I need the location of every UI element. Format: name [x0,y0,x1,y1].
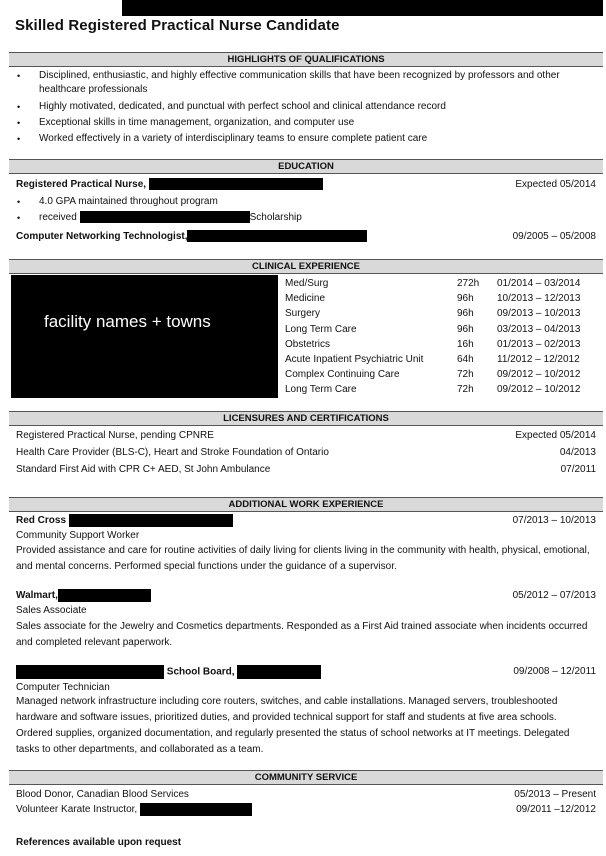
community-text: Volunteer Karate Instructor, [16,804,138,816]
licensure-date: 04/2013 [559,447,596,458]
licensure-row [16,446,596,459]
work-role: Community Support Worker [16,530,140,541]
clinical-hours: 72h [457,369,474,381]
clinical-dates: 03/2013 – 04/2013 [497,323,581,335]
redacted-location [69,514,233,527]
work-description: Provided assistance and care for routine activities of daily living for clients living in the community with health, physical, emotional, and mental concerns. Performed special functions under the guidance of a supervisor. [16,545,590,572]
bullet-dot: • [17,213,21,223]
licensure-text: Health Care Provider (BLS-C), Heart and Stroke Foundation of Ontario [16,447,329,458]
bullet-dot: • [17,118,21,128]
clinical-placement-name: Complex Continuing Care [285,369,400,381]
section-header-clinical: CLINICAL EXPERIENCE [9,259,603,274]
community-date: 09/2011 –12/2012 [516,804,596,815]
education-cnt-row [16,230,596,243]
section-header-work: ADDITIONAL WORK EXPERIENCE [9,497,603,512]
bullet-dot: • [17,102,21,112]
clinical-placement-name: Obstetrics [285,338,331,350]
references-note: References available upon request [16,837,182,848]
work-date: 05/2012 – 07/2013 [512,590,596,601]
redacted-facility-box [11,275,278,398]
education-cnt-title: Computer Networking Technologist, [16,231,188,242]
clinical-row [285,276,595,291]
clinical-dates: 09/2012 – 10/2012 [497,384,581,396]
work-walmart-header [16,589,596,602]
education-bullet-scholarship [39,211,589,225]
clinical-dates: 01/2013 – 02/2013 [497,338,581,350]
redacted-location [237,665,321,679]
work-role: Computer Technician [16,682,110,693]
work-date: 09/2008 – 12/2011 [513,666,596,677]
clinical-dates: 01/2014 – 03/2014 [497,278,581,289]
clinical-hours: 272h [457,278,480,289]
clinical-row [285,352,595,367]
facility-placeholder-label: facility names + towns [44,312,211,331]
licensure-text: Standard First Aid with CPR C+ AED, St John Ambulance [16,464,271,475]
clinical-hours: 16h [457,338,474,350]
bullet-dot: • [17,197,21,207]
section-header-education: EDUCATION [9,159,603,174]
clinical-row [285,337,595,352]
clinical-hours: 96h [457,293,474,305]
redacted-header-block [122,0,603,16]
community-row [16,803,596,816]
work-date: 07/2013 – 10/2013 [512,515,596,526]
clinical-dates: 10/2013 – 12/2013 [497,293,581,305]
clinical-row [285,306,595,321]
licensure-text: Registered Practical Nurse, pending CPNRE [16,430,214,441]
licensure-date: 07/2011 [560,464,596,475]
clinical-placement-name: Medicine [285,293,326,305]
redacted-school [187,230,367,242]
highlight-item: Worked effectively in a variety of interdisciplinary teams to ensure complete patient care [39,133,428,144]
section-header-highlights: HIGHLIGHTS OF QUALIFICATIONS [9,52,603,67]
work-org: School Board, [166,666,235,678]
work-description: Managed network infrastructure including core routers, switches, and cable installations. Managed servers, troubleshooted hardware and software issues, prioritized duties, and provided technical support for staff and students at five area schools. Ordered supplies, organized documentation, and regularly presented the status of school networks at IT meetings. Delegated tasks to other departments, and collaborated as a team. [16,696,570,755]
resume-title: Skilled Registered Practical Nurse Candidate [15,17,340,34]
section-header-community: COMMUNITY SERVICE [9,770,603,785]
scholarship-suffix: Scholarship [249,212,302,223]
scholarship-prefix: received [39,212,77,223]
redacted-scholarship-name [80,211,250,223]
clinical-row [285,291,595,306]
education-rpn-row [16,178,596,191]
clinical-placement-name: Long Term Care [285,384,357,396]
education-rpn-date: Expected 05/2014 [515,179,596,190]
redacted-location [58,589,151,602]
licensure-row [16,463,596,476]
clinical-hours: 96h [457,323,474,335]
clinical-hours: 64h [457,354,474,365]
work-org: Walmart, [16,590,58,602]
clinical-placement-name: Surgery [285,308,321,320]
work-description: Sales associate for the Jewelry and Cosmetics departments. Responded as a First Aid trained associate when incidents occurred and completed relevant paperwork. [16,621,588,648]
clinical-dates: 09/2013 – 10/2013 [497,308,581,320]
redacted-organization [140,803,252,816]
work-org: Red Cross [16,515,67,527]
bullet-dot: • [17,71,21,81]
clinical-placement-name: Long Term Care [285,323,357,335]
work-role: Sales Associate [16,605,87,616]
work-school-header [16,665,596,678]
community-text: Blood Donor, Canadian Blood Services [16,789,189,800]
redacted-school [149,178,323,190]
community-row [16,788,596,801]
highlight-item: Highly motivated, dedicated, and punctual with perfect school and clinical attendance record [39,101,446,112]
section-header-licensures: LICENSURES AND CERTIFICATIONS [9,411,603,426]
licensure-row [16,429,596,442]
clinical-placement-name: Acute Inpatient Psychiatric Unit [285,354,424,365]
redacted-location [16,665,164,679]
work-redcross-header [16,514,596,527]
community-date: 05/2013 – Present [514,789,596,800]
clinical-row [285,382,595,397]
clinical-dates: 11/2012 – 12/2012 [497,354,580,365]
clinical-hours: 72h [457,384,474,396]
highlight-item: Disciplined, enthusiastic, and highly effective communication skills that have been recognized by professors and other healthcare professionals [39,70,560,95]
clinical-placement-name: Med/Surg [285,278,329,289]
clinical-hours: 96h [457,308,474,320]
clinical-dates: 09/2012 – 10/2012 [497,369,581,381]
highlight-item: Exceptional skills in time management, organization, and computer use [39,117,355,128]
bullet-dot: • [17,134,21,144]
education-cnt-date: 09/2005 – 05/2008 [512,231,596,242]
licensure-date: Expected 05/2014 [515,430,596,441]
clinical-row [285,367,595,382]
education-rpn-title: Registered Practical Nurse, [16,179,147,190]
clinical-row [285,322,595,337]
education-bullet: 4.0 GPA maintained throughout program [39,196,218,207]
